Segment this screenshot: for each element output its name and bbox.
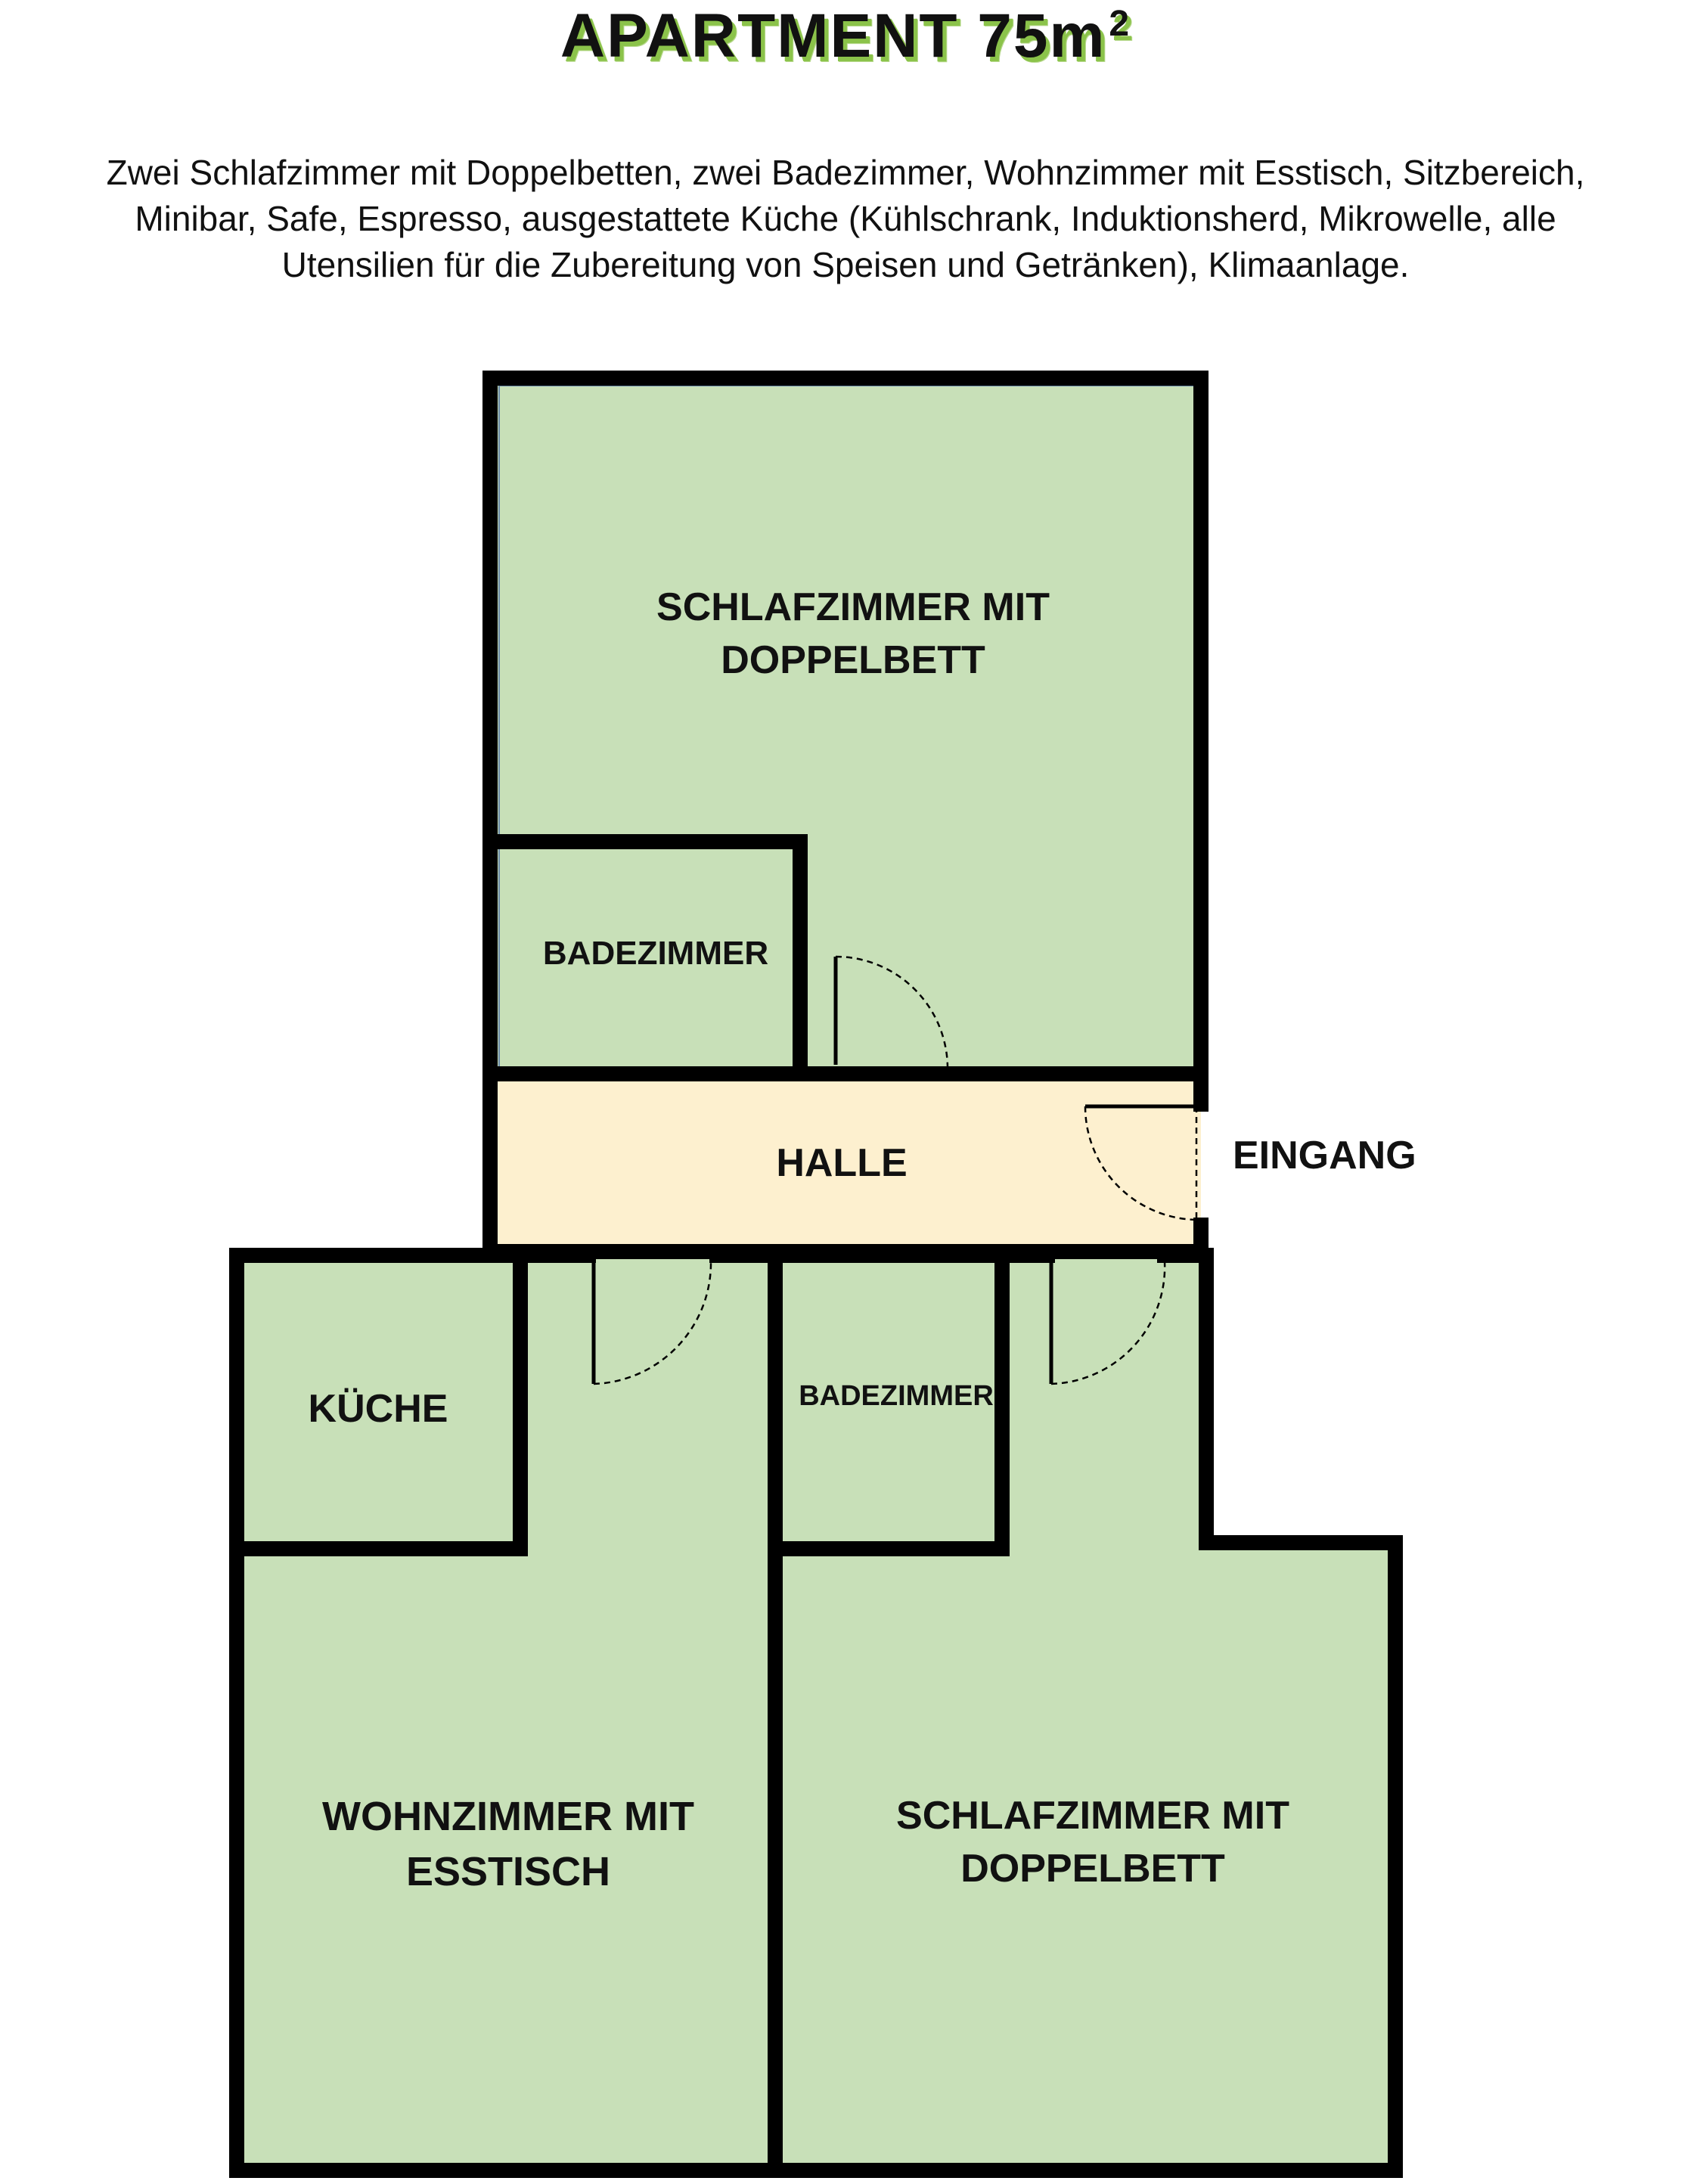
title-superscript: 2: [1109, 3, 1131, 44]
bedroom-top-label-line2: DOPPELBETT: [721, 638, 985, 682]
description: Zwei Schlafzimmer mit Doppelbetten, zwei Badezimmer, Wohnzimmer mit Esstisch, Sitzbereich, Minibar, Safe, Espresso, ausgestattete Küche (Kühlschrank, Induktionsherd, Mikrowelle, alle Utensilien für die Zubereitung von Speisen und Getränken), Klimaanlage.: [106, 153, 1585, 284]
bathroom-bottom-label: BADEZIMMER: [799, 1380, 994, 1412]
title-text: APARTMENT 75m: [560, 2, 1106, 70]
entrance-label: EINGANG: [1233, 1134, 1416, 1177]
bathroom-top-label: BADEZIMMER: [542, 935, 769, 972]
kitchen-label: KÜCHE: [308, 1387, 448, 1431]
hall-label: HALLE: [776, 1141, 908, 1185]
living-label-line1: WOHNZIMMER MIT: [322, 1794, 694, 1839]
bedroom-bottom-label-line1: SCHLAFZIMMER MIT: [896, 1794, 1289, 1838]
bedroom-top-label-line1: SCHLAFZIMMER MIT: [656, 585, 1050, 629]
bedroom-bottom-label-line2: DOPPELBETT: [960, 1847, 1225, 1891]
living-label-line2: ESSTISCH: [405, 1849, 611, 1894]
